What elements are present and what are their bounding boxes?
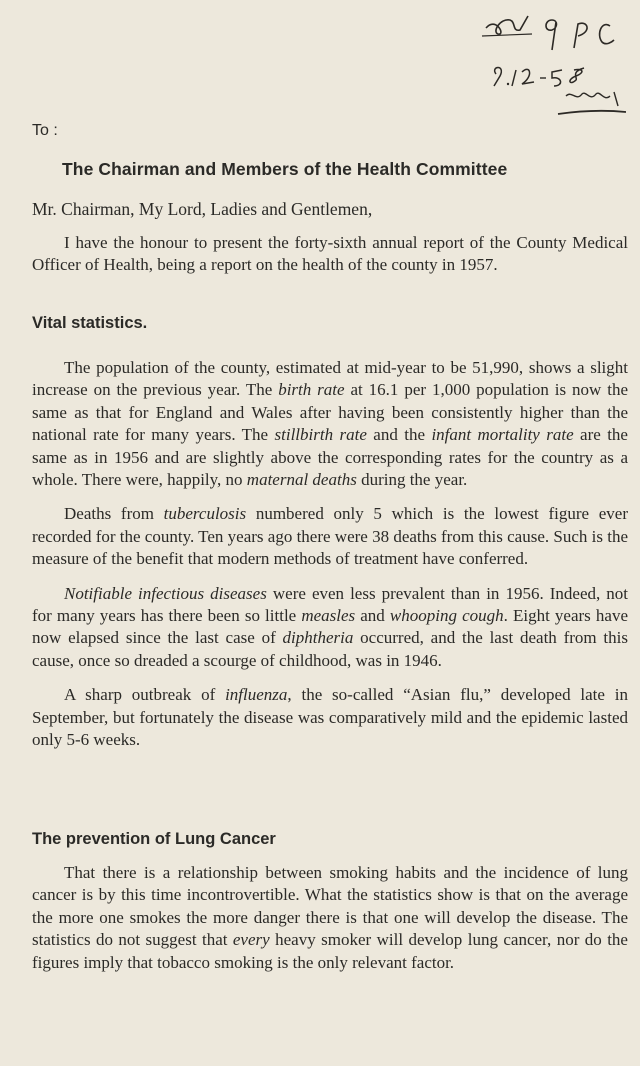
text-run: That there is a relationship between smoking habits and the incidence of lung cancer is by this time incontrovertible. What the statistics show is that on the average the more one smokes the more danger there is that one will develop the disease. The statistics do not suggest that [32, 863, 628, 950]
addressee-heading: The Chairman and Members of the Health Committee [62, 159, 508, 179]
paragraph-infectious-diseases [32, 583, 628, 673]
text-run: and the [366, 425, 432, 445]
salutation: Mr. Chairman, My Lord, Ladies and Gentlemen, [32, 199, 373, 219]
text-run: occurred, and the last death from this cause, once so dreaded a scourge of childhood, was in 1946. [32, 628, 628, 670]
text-run: . Eight years have now elapsed since the last case of [32, 606, 629, 648]
text-run: at 16.1 per 1,000 population is now the same as that for England and Wales after having been consistently higher than the national rate for many years. The [32, 380, 629, 445]
paragraph-smoking [32, 862, 628, 974]
term-every: every [232, 930, 270, 950]
text-run: Deaths from [64, 504, 164, 524]
text-run: numbered only 5 which is the lowest figure ever recorded for the county. Ten years ago there were 38 deaths from this cause. Such is the measure of the benefit that modern methods of treatment have conferred. [32, 504, 628, 569]
to-label: To : [32, 122, 58, 139]
term-diphtheria: diphtheria [282, 628, 354, 648]
text-run: The population of the county, estimated at mid-year to be 51,990, shows a slight increase on the previous year. The [32, 358, 628, 400]
text-run: heavy smoker will develop lung cancer, nor do the figures imply that tobacco smoking is the only relevant factor. [32, 930, 628, 972]
term-maternal-deaths: maternal deaths [246, 470, 357, 490]
term-whooping-cough: whooping cough [389, 606, 504, 626]
vital-statistics-section [32, 357, 628, 764]
text-run: A sharp outbreak of [64, 685, 226, 705]
term-stillbirth-rate: stillbirth rate [274, 425, 367, 445]
term-infant-mortality: infant mortality rate [431, 425, 574, 445]
text-run: and [355, 606, 390, 626]
handwritten-annotation-mark [466, 6, 626, 116]
text-run: during the year. [356, 470, 468, 490]
term-notifiable-diseases: Notifiable infectious diseases [64, 583, 267, 603]
text-run: are the same as in 1956 and are slightly above the corresponding rates for the country as a whole. There were, happily, no [32, 425, 628, 490]
section-heading-lung-cancer: The prevention of Lung Cancer [32, 830, 276, 848]
paragraph-tuberculosis [32, 503, 628, 570]
paragraph-influenza [32, 684, 628, 751]
term-influenza: influenza [225, 685, 288, 705]
text-run: , the so-called “Asian flu,” developed late in September, but fortunately the disease was comparatively mild and the epidemic lasted only 5-6 weeks. [32, 685, 628, 750]
text-run: were even less prevalent than in 1956. Indeed, not for many years has there been so little [32, 583, 628, 626]
term-tuberculosis: tuberculosis [163, 504, 247, 524]
term-birth-rate: birth rate [278, 380, 345, 400]
paragraph-population [32, 357, 628, 491]
section-heading-vital-statistics: Vital statistics. [32, 314, 148, 332]
lung-cancer-section [32, 862, 628, 986]
intro-paragraph: I have the honour to present the forty-sixth annual report of the County Medical Officer of Health, being a report on the health of the county in 1957. [32, 233, 628, 275]
intro-section [32, 232, 628, 289]
term-measles: measles [301, 606, 356, 626]
